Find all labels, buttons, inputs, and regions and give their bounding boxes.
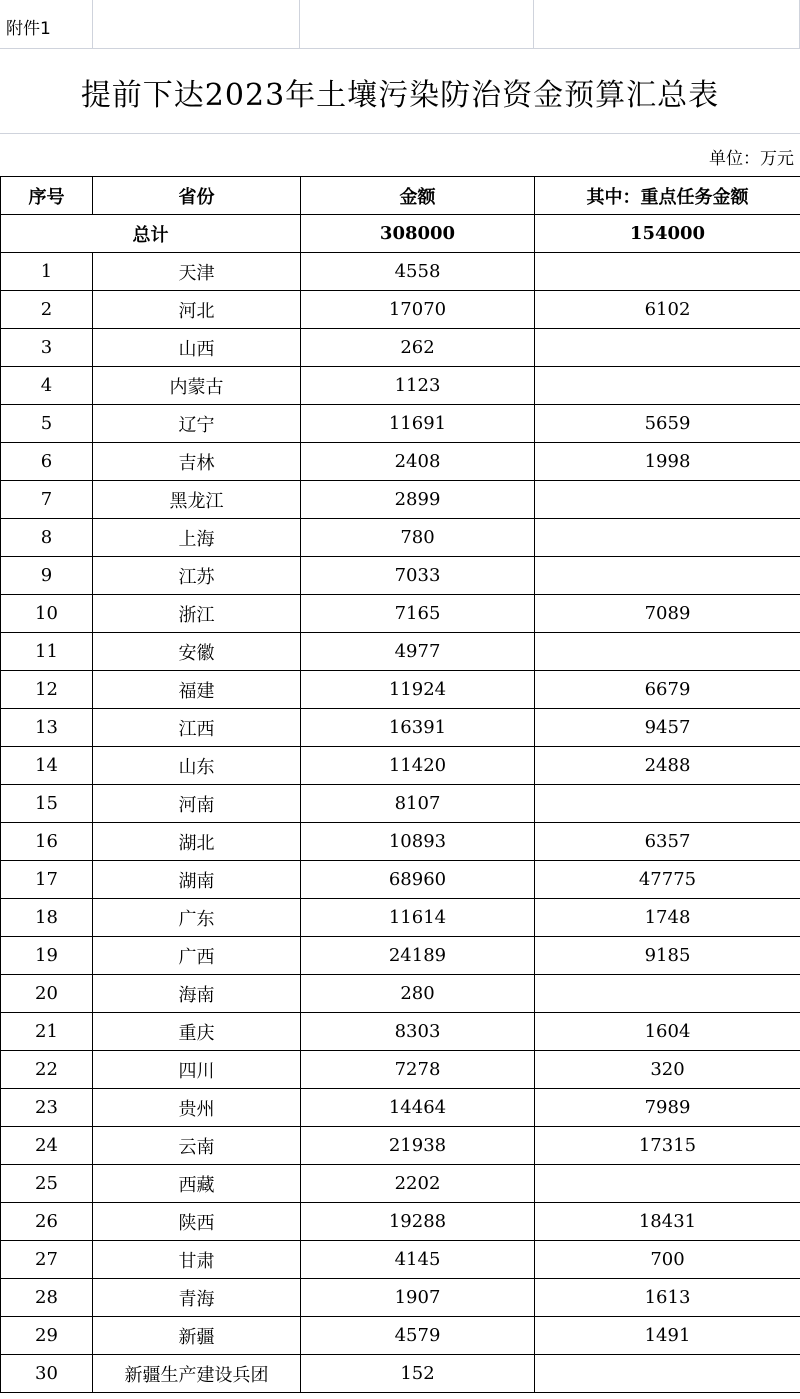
row-no[interactable]: 2	[1, 291, 93, 329]
table-row	[1, 253, 800, 291]
row-key-amount[interactable]: 1998	[535, 443, 800, 481]
row-province[interactable]: 上海	[93, 519, 301, 557]
row-no[interactable]: 27	[1, 1241, 93, 1279]
row-no[interactable]: 17	[1, 861, 93, 899]
table-row	[1, 1241, 800, 1279]
table-row	[1, 633, 800, 671]
row-amount[interactable]: 11420	[301, 747, 535, 785]
empty-cell[interactable]	[534, 0, 800, 49]
row-key-amount[interactable]: 18431	[535, 1203, 800, 1241]
row-amount[interactable]: 21938	[301, 1127, 535, 1165]
row-amount[interactable]: 11924	[301, 671, 535, 709]
row-amount[interactable]: 152	[301, 1355, 535, 1393]
row-no[interactable]: 15	[1, 785, 93, 823]
row-province[interactable]: 广东	[93, 899, 301, 937]
row-amount[interactable]: 4977	[301, 633, 535, 671]
table-row	[1, 823, 800, 861]
row-amount[interactable]: 4558	[301, 253, 535, 291]
table-row	[1, 937, 800, 975]
row-no[interactable]: 25	[1, 1165, 93, 1203]
row-amount[interactable]: 14464	[301, 1089, 535, 1127]
row-province[interactable]: 新疆生产建设兵团	[93, 1355, 301, 1393]
table-row	[1, 671, 800, 709]
row-no[interactable]: 5	[1, 405, 93, 443]
row-no[interactable]: 20	[1, 975, 93, 1013]
table-row	[1, 1203, 800, 1241]
row-key-amount[interactable]: 47775	[535, 861, 800, 899]
header-no[interactable]: 序号	[1, 177, 93, 215]
table-row	[1, 405, 800, 443]
row-province[interactable]: 陕西	[93, 1203, 301, 1241]
row-no[interactable]: 10	[1, 595, 93, 633]
budget-table	[0, 176, 800, 1393]
table-row	[1, 557, 800, 595]
row-province[interactable]: 吉林	[93, 443, 301, 481]
row-province[interactable]: 贵州	[93, 1089, 301, 1127]
row-amount[interactable]: 780	[301, 519, 535, 557]
row-no[interactable]: 28	[1, 1279, 93, 1317]
row-amount[interactable]: 7165	[301, 595, 535, 633]
row-no[interactable]: 11	[1, 633, 93, 671]
row-province[interactable]: 海南	[93, 975, 301, 1013]
row-province[interactable]: 福建	[93, 671, 301, 709]
row-province[interactable]: 四川	[93, 1051, 301, 1089]
row-no[interactable]: 8	[1, 519, 93, 557]
row-key-amount[interactable]: 700	[535, 1241, 800, 1279]
table-row	[1, 1051, 800, 1089]
total-key-amount[interactable]: 154000	[535, 215, 800, 253]
row-province[interactable]: 天津	[93, 253, 301, 291]
total-row	[1, 215, 800, 253]
row-no[interactable]: 19	[1, 937, 93, 975]
row-key-amount[interactable]: 9457	[535, 709, 800, 747]
total-amount[interactable]: 308000	[301, 215, 535, 253]
row-no[interactable]: 29	[1, 1317, 93, 1355]
row-amount[interactable]: 11614	[301, 899, 535, 937]
row-amount[interactable]: 4145	[301, 1241, 535, 1279]
row-province[interactable]: 黑龙江	[93, 481, 301, 519]
row-key-amount[interactable]: 9185	[535, 937, 800, 975]
row-amount[interactable]: 10893	[301, 823, 535, 861]
row-amount[interactable]: 68960	[301, 861, 535, 899]
header-amount[interactable]: 金额	[301, 177, 535, 215]
row-key-amount[interactable]: 6102	[535, 291, 800, 329]
row-no[interactable]: 16	[1, 823, 93, 861]
row-amount[interactable]: 2408	[301, 443, 535, 481]
row-province[interactable]: 广西	[93, 937, 301, 975]
row-no[interactable]: 12	[1, 671, 93, 709]
row-province[interactable]: 云南	[93, 1127, 301, 1165]
row-province[interactable]: 重庆	[93, 1013, 301, 1051]
row-no[interactable]: 1	[1, 253, 93, 291]
row-key-amount[interactable]	[535, 1165, 800, 1203]
row-no[interactable]: 26	[1, 1203, 93, 1241]
row-no[interactable]: 24	[1, 1127, 93, 1165]
row-amount[interactable]: 24189	[301, 937, 535, 975]
row-province[interactable]: 江苏	[93, 557, 301, 595]
table-row	[1, 291, 800, 329]
top-grid-row	[0, 0, 800, 50]
header-province[interactable]: 省份	[93, 177, 301, 215]
table-row	[1, 329, 800, 367]
row-no[interactable]: 9	[1, 557, 93, 595]
row-province[interactable]: 湖南	[93, 861, 301, 899]
row-key-amount[interactable]	[535, 1355, 800, 1393]
row-no[interactable]: 4	[1, 367, 93, 405]
row-no[interactable]: 18	[1, 899, 93, 937]
row-province[interactable]: 江西	[93, 709, 301, 747]
row-key-amount[interactable]	[535, 329, 800, 367]
table-row	[1, 975, 800, 1013]
row-province[interactable]: 山西	[93, 329, 301, 367]
row-amount[interactable]: 11691	[301, 405, 535, 443]
row-amount[interactable]: 8107	[301, 785, 535, 823]
row-province[interactable]: 河北	[93, 291, 301, 329]
row-key-amount[interactable]	[535, 975, 800, 1013]
table-row	[1, 1355, 800, 1393]
table-row	[1, 367, 800, 405]
row-key-amount[interactable]	[535, 367, 800, 405]
row-amount[interactable]: 16391	[301, 709, 535, 747]
row-key-amount[interactable]: 1604	[535, 1013, 800, 1051]
table-header-row	[1, 177, 800, 215]
table-row	[1, 443, 800, 481]
row-amount[interactable]: 8303	[301, 1013, 535, 1051]
row-no[interactable]: 14	[1, 747, 93, 785]
table-row	[1, 595, 800, 633]
row-amount[interactable]: 19288	[301, 1203, 535, 1241]
total-label[interactable]: 总计	[1, 215, 301, 253]
row-key-amount[interactable]	[535, 785, 800, 823]
table-row	[1, 1013, 800, 1051]
page-title: 提前下达2023年土壤污染防治资金预算汇总表	[0, 50, 800, 134]
table-row	[1, 785, 800, 823]
empty-cell[interactable]	[300, 0, 534, 49]
row-key-amount[interactable]	[535, 519, 800, 557]
row-province[interactable]: 山东	[93, 747, 301, 785]
row-amount[interactable]: 1907	[301, 1279, 535, 1317]
row-province[interactable]: 新疆	[93, 1317, 301, 1355]
row-province[interactable]: 甘肃	[93, 1241, 301, 1279]
row-key-amount[interactable]: 6679	[535, 671, 800, 709]
table-row	[1, 899, 800, 937]
row-province[interactable]: 辽宁	[93, 405, 301, 443]
unit-row	[0, 134, 800, 176]
row-province[interactable]: 浙江	[93, 595, 301, 633]
table-row	[1, 1279, 800, 1317]
row-no[interactable]: 13	[1, 709, 93, 747]
header-key-amount[interactable]: 其中：重点任务金额	[535, 177, 800, 215]
row-no[interactable]: 22	[1, 1051, 93, 1089]
row-key-amount[interactable]	[535, 253, 800, 291]
row-key-amount[interactable]: 17315	[535, 1127, 800, 1165]
row-amount[interactable]: 1123	[301, 367, 535, 405]
row-key-amount[interactable]: 5659	[535, 405, 800, 443]
row-province[interactable]: 青海	[93, 1279, 301, 1317]
row-no[interactable]: 7	[1, 481, 93, 519]
row-key-amount[interactable]	[535, 557, 800, 595]
table-row	[1, 747, 800, 785]
table-row	[1, 519, 800, 557]
row-province[interactable]: 西藏	[93, 1165, 301, 1203]
row-no[interactable]: 6	[1, 443, 93, 481]
row-amount[interactable]: 2899	[301, 481, 535, 519]
table-row	[1, 1317, 800, 1355]
row-key-amount[interactable]: 1748	[535, 899, 800, 937]
row-amount[interactable]: 4579	[301, 1317, 535, 1355]
row-amount[interactable]: 7278	[301, 1051, 535, 1089]
row-key-amount[interactable]	[535, 481, 800, 519]
annex-cell[interactable]	[0, 0, 93, 49]
row-key-amount[interactable]: 1613	[535, 1279, 800, 1317]
row-amount[interactable]: 2202	[301, 1165, 535, 1203]
row-no[interactable]: 23	[1, 1089, 93, 1127]
empty-cell[interactable]	[93, 0, 300, 49]
row-key-amount[interactable]: 7089	[535, 595, 800, 633]
row-amount[interactable]: 17070	[301, 291, 535, 329]
row-amount[interactable]: 280	[301, 975, 535, 1013]
table-row	[1, 861, 800, 899]
row-key-amount[interactable]	[535, 633, 800, 671]
row-province[interactable]: 河南	[93, 785, 301, 823]
row-key-amount[interactable]: 320	[535, 1051, 800, 1089]
row-province[interactable]: 湖北	[93, 823, 301, 861]
table-row	[1, 1089, 800, 1127]
row-province[interactable]: 内蒙古	[93, 367, 301, 405]
row-province[interactable]: 安徽	[93, 633, 301, 671]
row-no[interactable]: 21	[1, 1013, 93, 1051]
row-key-amount[interactable]: 1491	[535, 1317, 800, 1355]
table-row	[1, 481, 800, 519]
row-amount[interactable]: 7033	[301, 557, 535, 595]
annex-label: 附件1	[6, 19, 51, 39]
unit-label: 单位：万元	[709, 149, 794, 169]
row-key-amount[interactable]: 7989	[535, 1089, 800, 1127]
row-amount[interactable]: 262	[301, 329, 535, 367]
row-key-amount[interactable]: 6357	[535, 823, 800, 861]
table-row	[1, 1165, 800, 1203]
table-row	[1, 709, 800, 747]
row-key-amount[interactable]: 2488	[535, 747, 800, 785]
row-no[interactable]: 30	[1, 1355, 93, 1393]
table-row	[1, 1127, 800, 1165]
row-no[interactable]: 3	[1, 329, 93, 367]
